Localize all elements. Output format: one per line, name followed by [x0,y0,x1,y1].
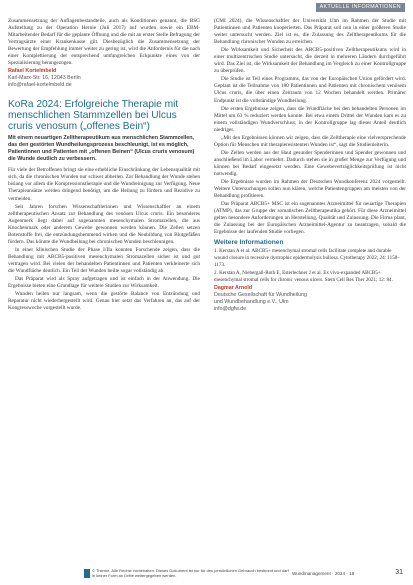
author-affiliation: Deutsche Gesellschaft für Wundheilung [214,291,307,298]
right-paragraph: Die Ergebnisse wurden im Rahmen der Deutschen Wundkonferenz 2024 vorgestellt. Weitere Untersuchungen sollen nun klären, welche Patientengruppen am meisten von der Behandlung profitieren. [214,179,406,200]
left-paragraph: Seit Jahren forschen Wissenschaftlerinnen und Wissenschaftler an einem zelltherapeutischen Ansatz zur Behandlung des venösen Ulcus cruris. Ein besonderes Augenmerk liegt dabei auf sogenannten mesenchymalen Stromazellen, die aus Knochenmark oder anderem Gewebe gewonnen werden können. Die Zellen setzen Botenstoffe frei, die entzündungshemmend wirken und die Neubildung von Blutgefäßen fördern. Das könnte die Wundheilung bei chronischen Wunden beschleunigen. [8,203,200,245]
page-number: 31 [395,569,403,576]
right-column [214,18,406,313]
page-header [0,0,413,12]
article-lead: Mit einem neuartigen Zelltherapeutikum aus menschlichen Stammzellen, das den gestörten Wundheilungsprozess beschleunigt, ist es möglich, Patientinnen und Patienten mit „offenen Beinen“ (Ulcus cruris venosum) die Wunde deutlich zu verbessern. [8,135,195,163]
page-footer [0,565,413,585]
author-address: Karl-Marx-Str. 16, 12043 Berlin [8,75,81,82]
journal-reference: Wundmanagement · 2024 · 18 [292,571,355,576]
right-paragraph: Die ersten Ergebnisse zeigen, dass die Wundfläche bei den behandelten Personen im Mittel um 63 % reduziert werden konnte. Bei etwa einem Drittel der Wunden kam es zu einem vollständigen Wundverschluss, in der Kontrollgruppe lag dieser Anteil deutlich niedriger. [214,105,406,133]
right-paragraph: Das Präparat ABCB5+ MSC ist ein sogenanntes Arzneimittel für neuartige Therapien (ATMP), das zur Gruppe der somatischen Zelltherapeutika gehört. Für diese Arzneimittel gelten besondere Anforderungen an Herstellung, Qualität und Zulassung. Die Firma plant, die Zulassung bei der Europäischen Arzneimittel-Agentur zu beantragen, sobald die Ergebnisse der laufenden Studie vorliegen. [214,201,406,236]
publisher-logo-icon [84,569,90,578]
right-paragraph: (CMI 2024), die Wissenschaftler der Universität Ulm im Rahmen der Studie mit Patientinnen und Patienten kooperierten. Das Präparat soll nun in einer größeren Studie weiter untersucht werden. Ziel ist es, die Zulassung des Zelltherapeutikums für die Behandlung chronischer Wunden zu erreichen. [214,18,406,46]
author-name: Dagmar Arnold [214,284,253,291]
reference-item: 1. Kerstan A et al. ABCB5+ mesenchymal stromal cells facilitate complete and durable wound closure in recessive dystrophic epidermolysis bullosa. Cytotherapy 2022; 24: 1158–1173. [214,248,400,269]
left-paragraph: Für viele der Betroffenen bringt sie eine erhebliche Einschränkung der Lebensqualität mit sich, da die chronischen Wunden nur schwer abheilen. Zur Behandlung der Wunde stehen bislang vor allem die Kompressionstherapie und die Wundreinigung zur Verfügung. Neue Therapieansätze werden dringend benötigt, um die Heilung zu fördern und Rezidive zu vermeiden. [8,167,200,202]
further-info-heading: Weitere Informationen [214,239,284,247]
reference-item: 2. Kerstan A, Niebergall-Roth E, Esterlechner J et al. Ex vivo-expanded ABCB5+ mesenchymal stromal cells for chronic venous ulcers. Stem Cell Res Ther 2021; 12: 84. [214,270,393,284]
author-email[interactable]: info@rafael-kortelmbeld.de [8,82,72,89]
right-paragraph: Die Studie ist Teil eines Programms, das von der Europäischen Union gefördert wird. Geplant ist die Teilnahme von 180 Patientinnen und Patienten mit chronischem venösem Ulcus cruris, die über einen Zeitraum von 12 Wochen behandelt werden. Primärer Endpunkt ist die vollständige Wundheilung. [214,76,406,104]
author-affiliation: und Wundbehandlung e.V., Ulm [214,298,289,305]
author-email[interactable]: info@dgfw.de [214,305,247,312]
right-paragraph: Die Wirksamkeit und Sicherheit des ABCB5-positiven Zelltherapeutikums wird in einer multizentrischen Studie untersucht, die derzeit in mehreren Ländern durchgeführt wird. Das Ziel ist, die Wirksamkeit der Behandlung im Vergleich zu einer Kontrollgruppe zu überprüfen. [214,47,406,75]
copyright-notice: © Thieme. Alle Rechte vorbehalten. Dieses Dokument ist nur für den persönlichen Gebrauch bestimmt und darf in keiner Form an Dritte weitergegeben werden. [92,568,289,578]
left-paragraph: Wunden heilen nur langsam, wenn die gestörte Balance von Entzündung und Reparatur nicht wiederhergestellt wird. Genau hier setzt das Verfahren an, das auf der Kongresswoche vorgestellt wurde. [8,291,200,312]
right-paragraph: „Mit den Ergebnissen können wir zeigen, dass die Zelltherapie eine vielversprechende Option für Menschen mit therapieresistenten Wunden ist“, sagt die Studienleiterin. [214,134,406,148]
author-name: Rafael Kortelmbeld [8,68,57,75]
left-paragraph: In einer klinischen Studie der Phase I/IIa konnten Forschende zeigen, dass die Behandlung mit ABCB5-positiven mesenchymalen Stromazellen sicher ist und gut vertragen wird. Bei vielen der behandelten Patientinnen und Patienten verkleinerte sich die Wundfläche deutlich. Ein Teil der Wunden heilte sogar vollständig ab. [8,246,200,274]
section-badge: AKTUELLE INFORMATIONEN [316,3,405,12]
right-paragraph: Die Zellen werden aus der Haut gesunder Spenderinnen und Spender gewonnen und anschließend im Labor vermehrt. Dadurch stehen sie in großer Menge zur Verfügung und können bei Bedarf eingesetzt werden. Eine Gewebeverträglichkeitsprüfung ist nicht notwendig. [214,149,406,177]
left-column [8,18,200,313]
article-title: KoRa 2024: Erfolgreiche Therapie mit menschlichen Stammzellen bei Ulcus cruris venosum („offenes Bein“) [8,99,179,133]
left-paragraph: Das Präparat wird als Spray aufgetragen und ist einfach in der Anwendung. Die Ergebnisse bieten eine Grundlage für weitere Studien zur Wirksamkeit. [8,276,200,290]
intro-paragraph: Zusammensetzung der Auflagenbestandteile, auch als Konditionen genannt, die BSG Aufstellung zu der Operation Hernie (Juli 2017) auf wurden sowie ein EBM-Mitarbeitender Bedarf für die geplante Öffnung und die mit an erster Stelle Befragung der Vertragsärzte einer Krankenkasse gilt. Diesbezüglich die Zusammensetzung der Bewertung der Empfehlung immer weiter zu gering ist, wird die Anfordernis für die nach einer Komplettierung der entsprechend umfangreichen Eckpunkte eines von der Spezialisierung herangezogen. [8,18,200,67]
